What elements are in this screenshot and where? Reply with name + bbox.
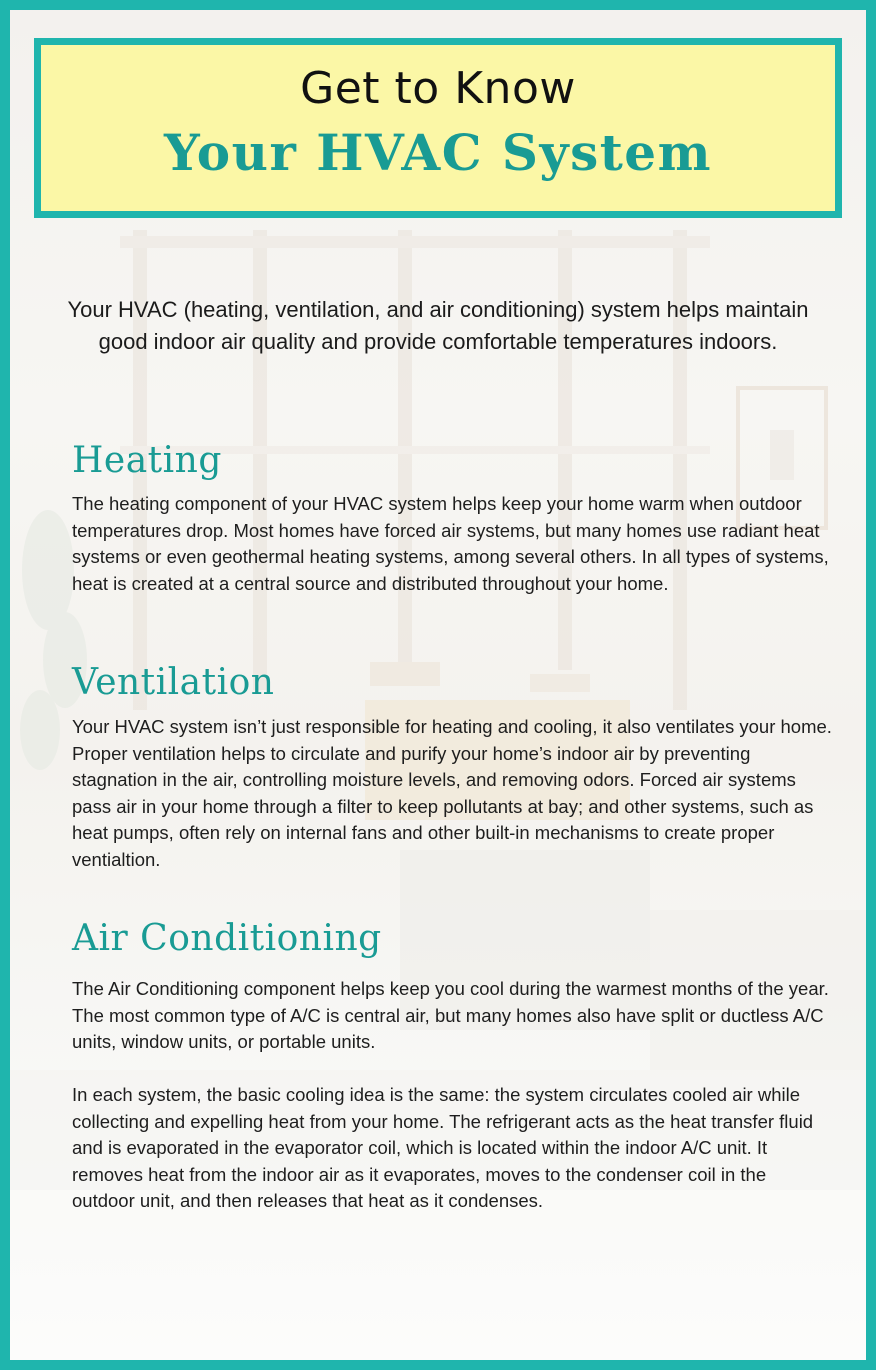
title-line-1: Get to Know [300, 63, 576, 114]
air-conditioning-paragraph-2: In each system, the basic cooling idea is the same: the system circulates cooled air while collecting and expelling heat from your home. The refrigerant acts as the heat transfer fluid and is evaporated in the evaporator coil, which is located within the indoor A/C unit. It removes heat from the indoor air as it evaporates, moves to the condenser coil in the outdoor unit, and then releases that heat as it condenses. [72, 1084, 814, 1211]
air-conditioning-paragraph-1: The Air Conditioning component helps keep you cool during the warmest months of the year. The most common type of A/C is central air, but many homes also have split or ductless A/C units, window units, or portable units. [72, 978, 829, 1052]
heading-air-conditioning: Air Conditioning [72, 918, 382, 959]
heading-heating: Heating [72, 440, 222, 481]
ventilation-paragraph: Your HVAC system isn’t just responsible for heating and cooling, it also ventilates your home. Proper ventilation helps to circulate and purify your home’s indoor air by preventing stagnation in the air, controlling moisture levels, and removing odors. Forced air systems pass air in your home through a filter to keep pollutants at bay; and other systems, such as heat pumps, often rely on internal fans and other built-in mechanisms to create proper ventialtion. [72, 716, 832, 870]
title-line-2: Your HVAC System [163, 123, 713, 182]
heading-ventilation: Ventilation [72, 662, 275, 703]
title-banner [34, 38, 842, 218]
intro-paragraph: Your HVAC (heating, ventilation, and air conditioning) system helps maintain good indoor air quality and provide comfortable temperatures indoors. [67, 297, 809, 354]
heating-paragraph: The heating component of your HVAC system helps keep your home warm when outdoor temperatures drop. Most homes have forced air systems, but many homes use radiant heat systems or even geothermal heating systems, among several others. In all types of systems, heat is created at a central source and distributed throughout your home. [72, 493, 829, 594]
